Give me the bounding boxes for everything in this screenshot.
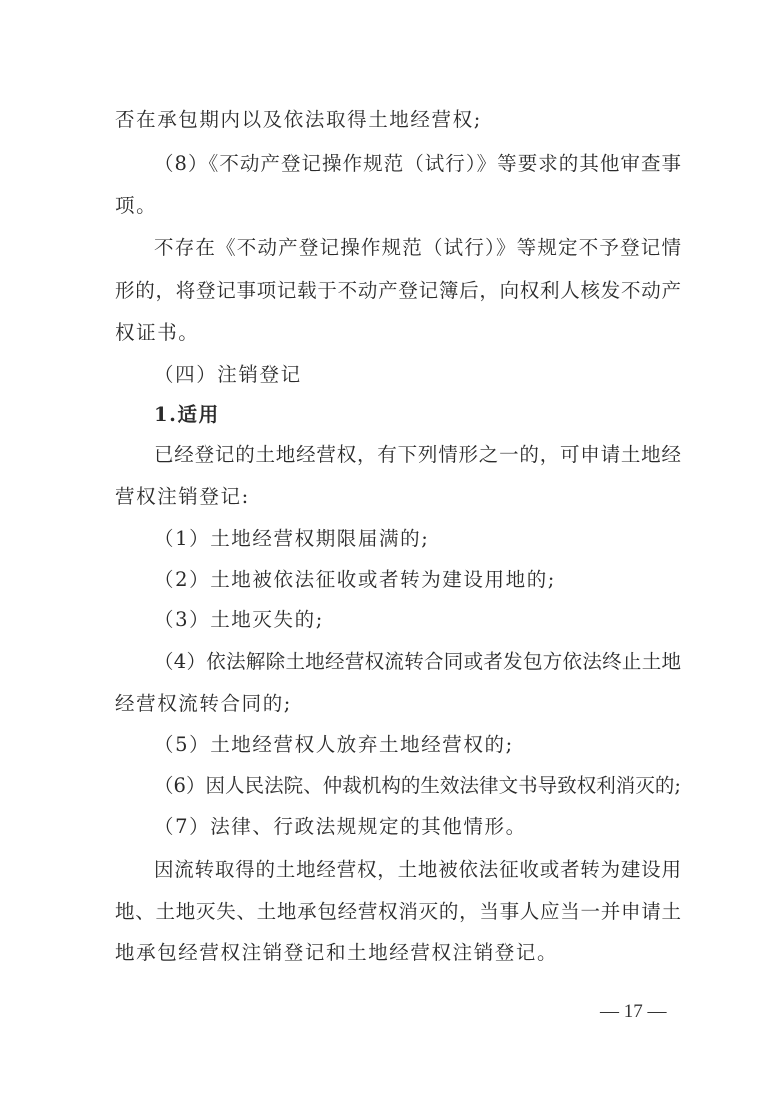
text-line-20: 地、土地灭失、土地承包经营权消灭的，当事人应当一并申请土: [115, 900, 681, 923]
text-line-19: 因流转取得的土地经营权，土地被依法征收或者转为建设用: [154, 858, 681, 881]
text-line-1: 否在承包期内以及依法取得土地经营权;: [115, 108, 482, 131]
text-line-3: 项。: [115, 194, 158, 217]
list-item-5: （5）土地经营权人放弃土地经营权的;: [154, 733, 514, 756]
text-line-6: 权证书。: [115, 321, 200, 344]
list-item-6: （6）因人民法院、仲裁机构的生效法律文书导致权利消灭的;: [154, 774, 681, 797]
list-item-4: （4）依法解除土地经营权流转合同或者发包方依法终止土地: [154, 650, 681, 673]
text-line-2: （8）《不动产登记操作规范（试行）》等要求的其他审查事: [154, 152, 681, 175]
list-item-7: （7）法律、行政法规规定的其他情形。: [154, 815, 527, 838]
section-heading: （四）注销登记: [154, 363, 302, 386]
subsection-heading: 1.适用: [154, 403, 220, 426]
text-line-21: 地承包经营权注销登记和土地经营权注销登记。: [115, 941, 559, 964]
text-line-4: 不存在《不动产登记操作规范（试行）》等规定不予登记情: [154, 236, 681, 259]
text-line-5: 形的，将登记事项记载于不动产登记簿后，向权利人核发不动产: [115, 279, 681, 302]
list-item-1: （1）土地经营权期限届满的;: [154, 527, 430, 550]
text-line-10: 营权注销登记:: [115, 485, 250, 508]
list-item-4-continued: 经营权流转合同的;: [115, 692, 292, 715]
list-item-2: （2）土地被依法征收或者转为建设用地的;: [154, 568, 556, 591]
page-number: — 17 —: [600, 1001, 667, 1022]
list-item-3: （3）土地灭失的;: [154, 608, 324, 631]
text-line-9: 已经登记的土地经营权，有下列情形之一的，可申请土地经: [154, 443, 681, 466]
